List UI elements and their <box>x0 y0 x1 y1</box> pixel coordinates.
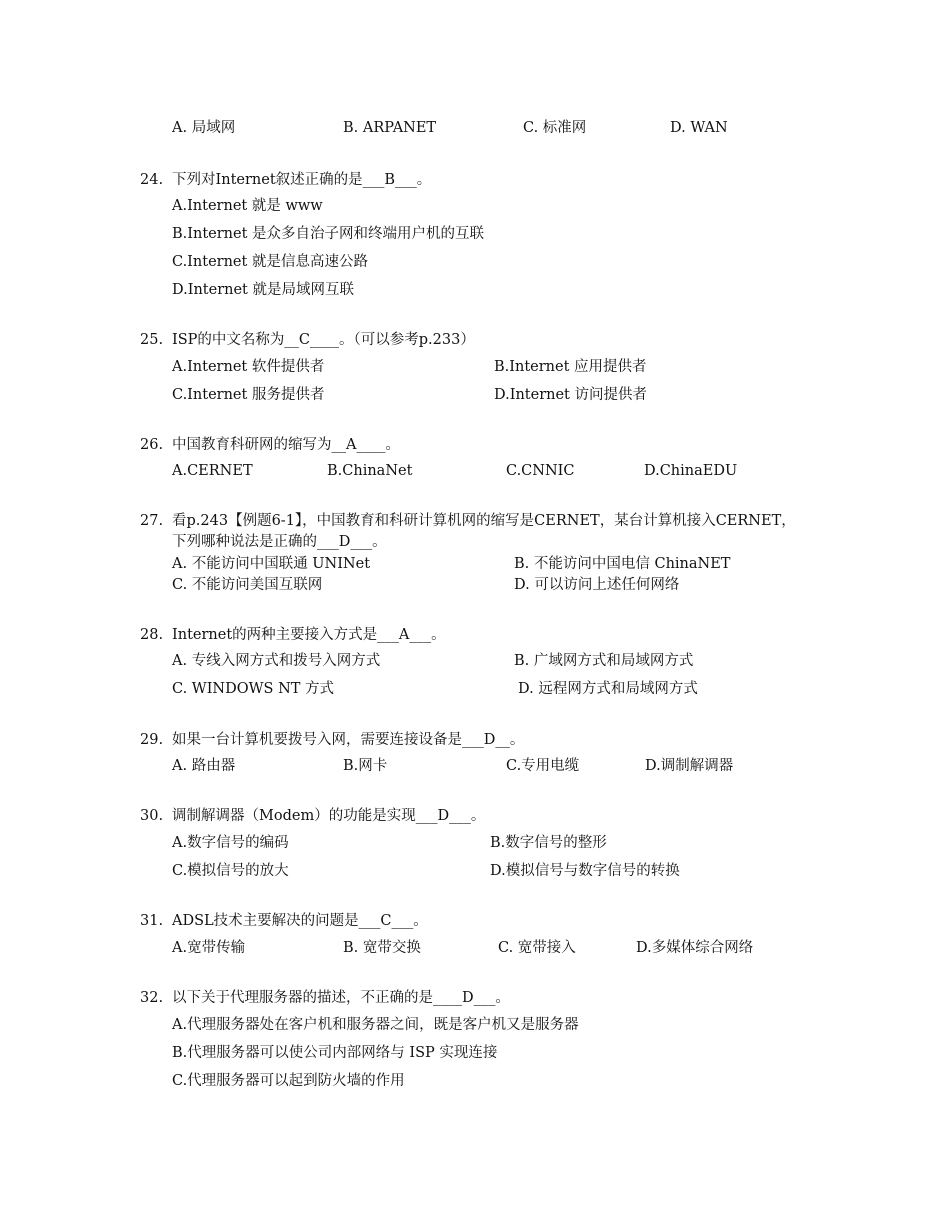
option-d: D.模拟信号与数字信号的转换 <box>490 863 680 879</box>
question-number: 29. <box>140 732 164 748</box>
option-c: C. 宽带接入 <box>498 940 576 956</box>
option-d: D.调制解调器 <box>645 758 734 774</box>
question-number: 26. <box>140 437 164 453</box>
option-c: C.专用电缆 <box>506 758 580 774</box>
option-a: A. 不能访问中国联通 UNINet <box>172 556 371 572</box>
question-stem: ADSL技术主要解决的问题是___C___。 <box>172 913 428 929</box>
option-b: B.网卡 <box>343 758 388 774</box>
option-c: C.Internet 服务提供者 <box>172 387 325 403</box>
option-c: C. 不能访问美国互联网 <box>172 577 323 593</box>
question-number: 31. <box>140 913 164 929</box>
question-number: 28. <box>140 627 164 643</box>
option-a: A. 局域网 <box>172 120 236 136</box>
question-stem: 以下关于代理服务器的描述，不正确的是____D___。 <box>172 990 510 1006</box>
option-b: B.数字信号的整形 <box>490 835 607 851</box>
question-stem: 看p.243【例题6-1】，中国教育和科研计算机网的缩写是CERNET，某台计算机接入CERNET， <box>172 513 796 529</box>
option-a: A.代理服务器处在客户机和服务器之间，既是客户机又是服务器 <box>172 1017 579 1033</box>
question-number: 27. <box>140 513 164 529</box>
option-c: C. WINDOWS NT 方式 <box>172 681 335 697</box>
question-stem: 如果一台计算机要拨号入网，需要连接设备是___D__。 <box>172 732 525 748</box>
option-d: D.Internet 访问提供者 <box>494 387 647 403</box>
question-stem: 调制解调器（Modem）的功能是实现___D___。 <box>172 808 486 824</box>
option-c: C.代理服务器可以起到防火墙的作用 <box>172 1073 405 1089</box>
question-stem: Internet的两种主要接入方式是___A___。 <box>172 627 446 643</box>
option-d: D. 可以访问上述任何网络 <box>514 577 680 593</box>
option-b: B.Internet 是众多自治子网和终端用户机的互联 <box>172 226 485 242</box>
option-a: A.Internet 就是 www <box>172 198 323 214</box>
option-a: A.数字信号的编码 <box>172 835 289 851</box>
option-d: D. WAN <box>670 120 728 136</box>
option-b: B. 宽带交换 <box>343 940 421 956</box>
option-d: D. 远程网方式和局域网方式 <box>518 681 698 697</box>
option-c: C.CNNIC <box>506 463 575 479</box>
question-stem: 中国教育科研网的缩写为__A____。 <box>172 437 400 453</box>
question-stem: ISP的中文名称为__C____。（可以参考p.233） <box>172 332 475 348</box>
question-number: 24. <box>140 172 164 188</box>
option-a: A.Internet 软件提供者 <box>172 359 325 375</box>
option-a: A.CERNET <box>172 463 253 479</box>
option-b: B. 不能访问中国电信 ChinaNET <box>514 556 731 572</box>
option-a: A. 专线入网方式和拨号入网方式 <box>172 653 381 669</box>
option-c: C. 标准网 <box>523 120 587 136</box>
option-b: B. ARPANET <box>343 120 437 136</box>
option-b: B.ChinaNet <box>327 463 413 479</box>
option-b: B. 广域网方式和局域网方式 <box>514 653 694 669</box>
question-number: 25. <box>140 332 164 348</box>
option-c: C.Internet 就是信息高速公路 <box>172 254 368 270</box>
option-d: D.ChinaEDU <box>644 463 738 479</box>
option-d: D.Internet 就是局域网互联 <box>172 282 354 298</box>
question-stem: 下列对Internet叙述正确的是___B___。 <box>172 172 432 188</box>
option-c: C.模拟信号的放大 <box>172 863 289 879</box>
question-stem-continued: 下列哪种说法是正确的___D___。 <box>172 534 387 550</box>
option-a: A.宽带传输 <box>172 940 246 956</box>
question-number: 32. <box>140 990 164 1006</box>
question-number: 30. <box>140 808 164 824</box>
option-d: D.多媒体综合网络 <box>636 940 754 956</box>
option-b: B.Internet 应用提供者 <box>494 359 647 375</box>
option-b: B.代理服务器可以使公司内部网络与 ISP 实现连接 <box>172 1045 498 1061</box>
option-a: A. 路由器 <box>172 758 236 774</box>
